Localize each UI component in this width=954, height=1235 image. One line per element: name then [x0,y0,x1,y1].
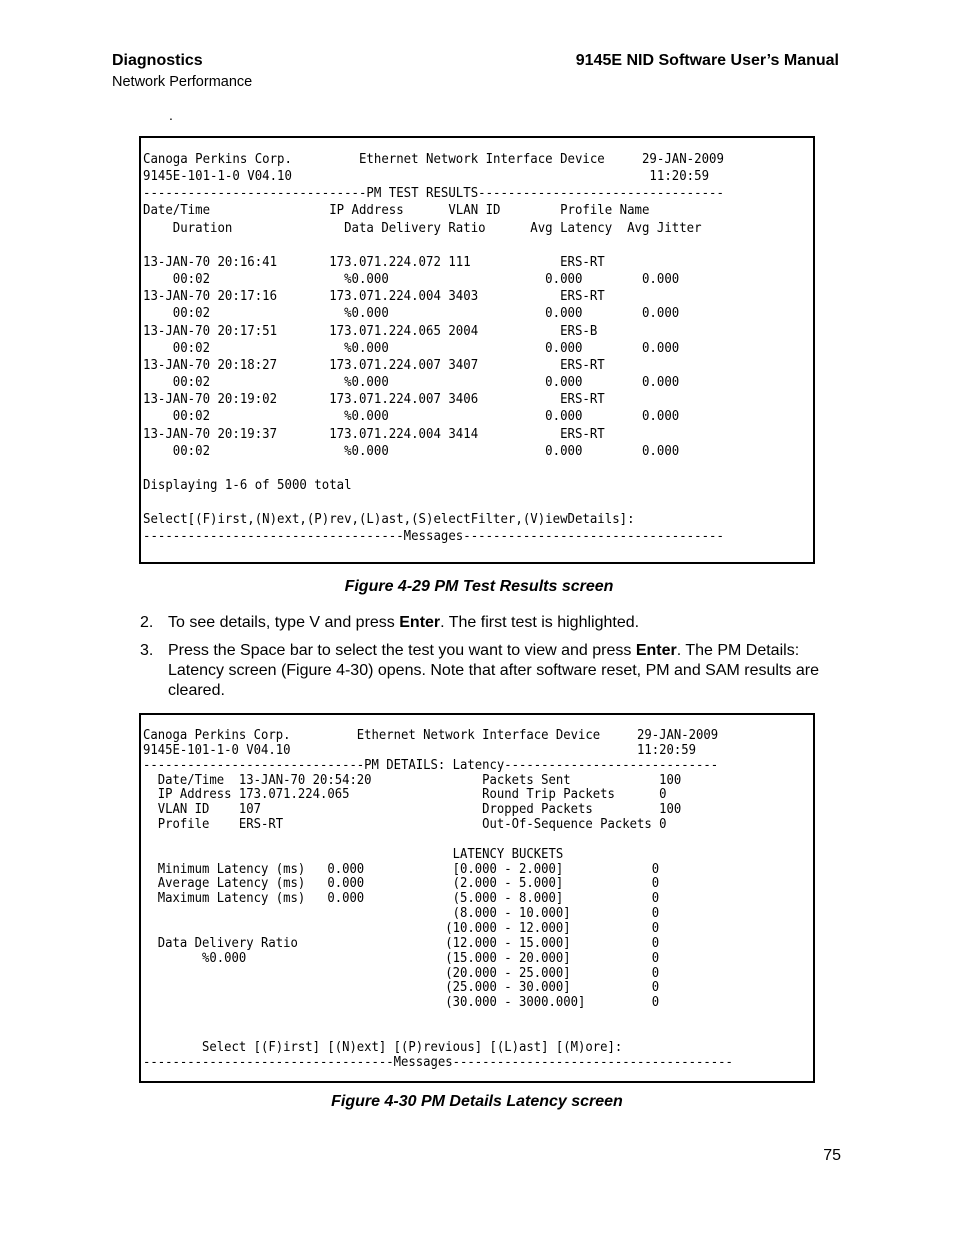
step-text: To see details, type V and press Enter. The first test is highlighted. [168,614,640,631]
manual-title: 9145E NID Software User’s Manual [575,52,839,69]
page-number: 75 [823,1147,841,1164]
figure-4-30-caption: Figure 4-30 PM Details Latency screen [331,1093,623,1110]
pm-test-results-screen [139,136,815,564]
stray-dot: . [169,107,173,123]
figure-4-29-caption: Figure 4-29 PM Test Results screen [344,578,614,595]
subsection-title: Network Performance [112,74,253,90]
step-text: Press the Space bar to select the test you want to view and press Enter. The PM Details: Latency screen (Figure 4-30) opens. Note that after software reset, PM and SAM results are cleared. [168,642,819,699]
pm-details-latency-terminal-text: Canoga Perkins Corp. Ethernet Network Interface Device 29-JAN-2009 9145E-101-1-0 V04.10 11:20:59 ------------------------------PM DETAILS: Latency----------------------------- Date/Time 13-JAN-70 20:54:20 Packets Sent 100 IP Address 173.071.224.065 Round Trip Packets 0 VLAN ID 107 Dropped Packets 100 Profile ERS-RT Out-Of-Sequence Packets 0 LATENCY BUCKETS Minimum Latency (ms) 0.000 [0.000 - 2.000] 0 Average Latency (ms) 0.000 (2.000 - 5.000] 0 Maximum Latency (ms) 0.000 (5.000 - 8.000] 0 (8.000 - 10.000] 0 (10.000 - 12.000] 0 Data Delivery Ratio (12.000 - 15.000] 0 %0.000 (15.000 - 20.000] 0 (20.000 - 25.000] 0 (25.000 - 30.000] 0 (30.000 - 3000.000] 0 Select [(F)irst] [(N)ext] [(P)revious] [(L)ast] [(M)ore]: ----------------------------------Messages-------------------------------------- [143,728,733,1070]
pm-details-latency-screen [139,713,815,1083]
section-title: Diagnostics [112,52,203,69]
step-number: 2. [140,614,154,631]
pm-test-results-terminal-text: Canoga Perkins Corp. Ethernet Network Interface Device 29-JAN-2009 9145E-101-1-0 V04.10 11:20:59 ------------------------------PM TEST RESULTS--------------------------------- Date/Time IP Address VLAN ID Profile Name Duration Data Delivery Ratio Avg Latency Avg Jitter 13-JAN-70 20:16:41 173.071.224.072 111 ERS-RT 00:02 %0.000 0.000 0.000 13-JAN-70 20:17:16 173.071.224.004 3403 ERS-RT 00:02 %0.000 0.000 0.000 13-JAN-70 20:17:51 173.071.224.065 2004 ERS-B 00:02 %0.000 0.000 0.000 13-JAN-70 20:18:27 173.071.224.007 3407 ERS-RT 00:02 %0.000 0.000 0.000 13-JAN-70 20:19:02 173.071.224.007 3406 ERS-RT 00:02 %0.000 0.000 0.000 13-JAN-70 20:19:37 173.071.224.004 3414 ERS-RT 00:02 %0.000 0.000 0.000 Displaying 1-6 of 5000 total Select[(F)irst,(N)ext,(P)rev,(L)ast,(S)electFilter,(V)iewDetails]: -----------------------------------Messages----------------------------------- [143,151,724,545]
step-number: 3. [140,642,154,659]
